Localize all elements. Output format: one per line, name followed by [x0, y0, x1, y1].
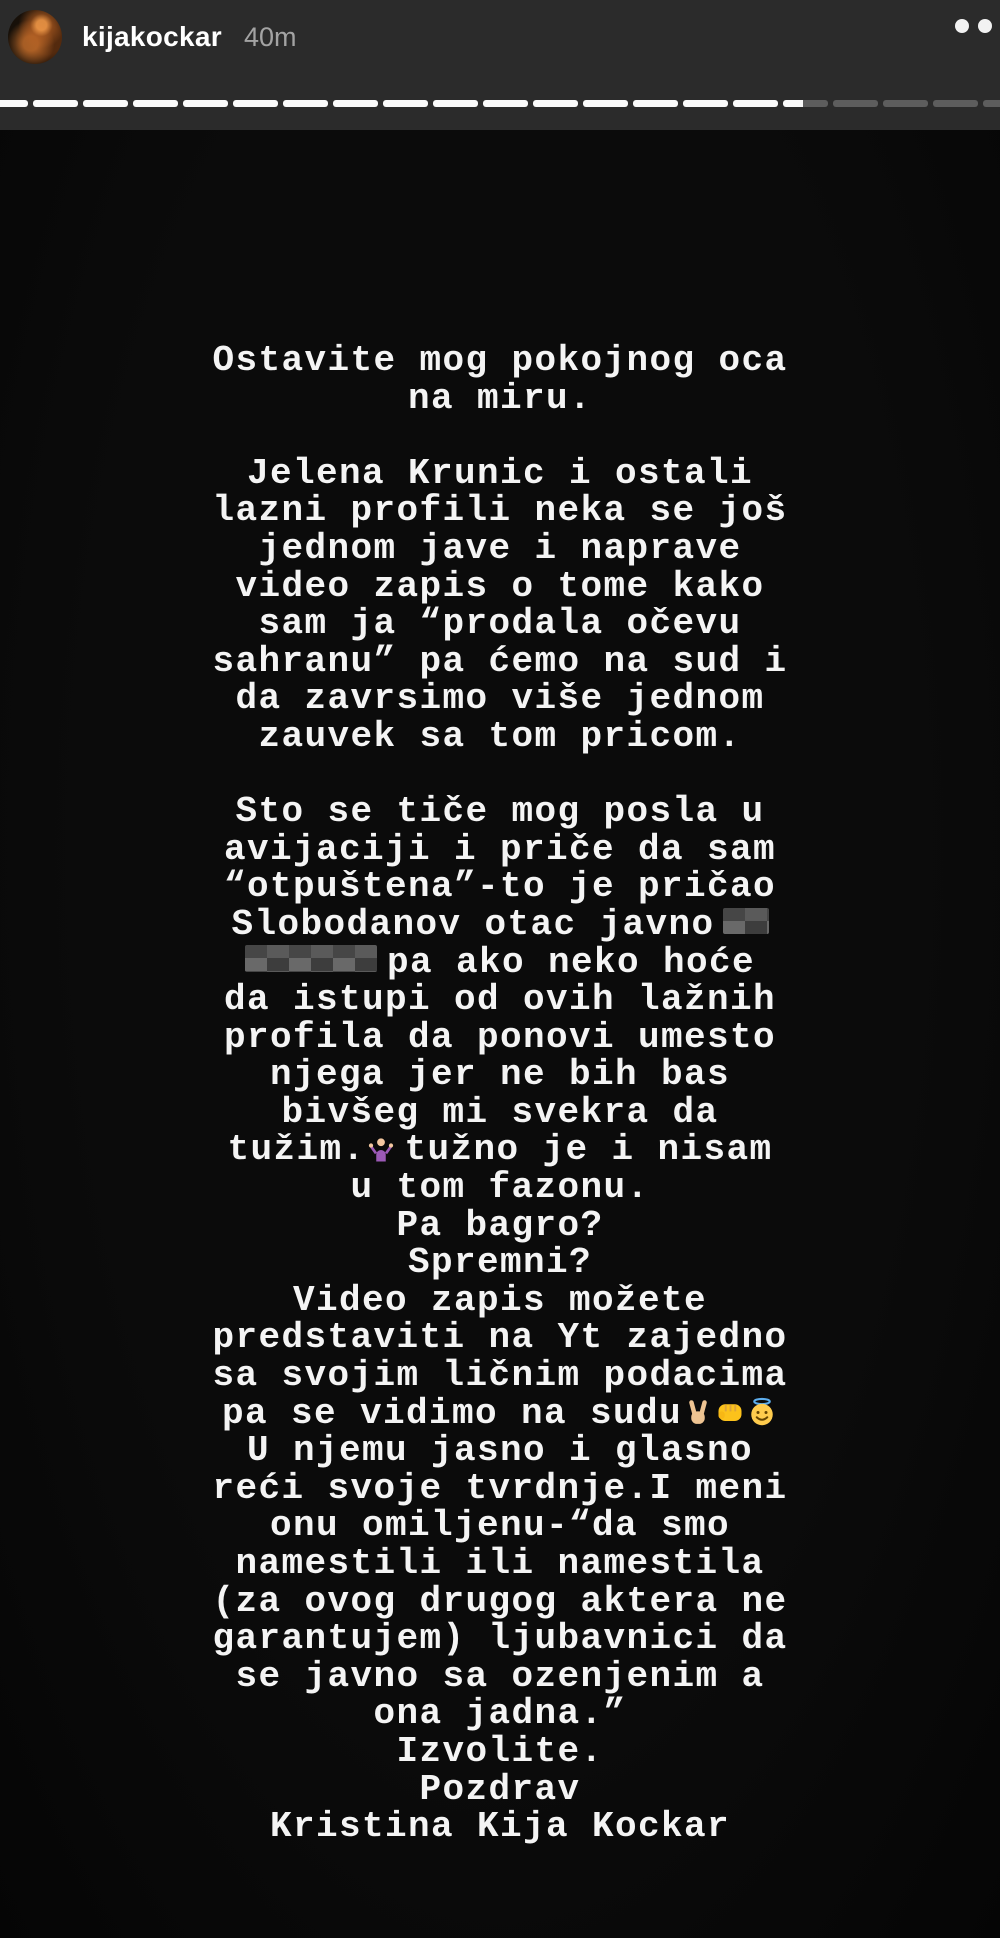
story-text-line: jednom jave i naprave [258, 527, 742, 569]
story-text-line [0, 1392, 1000, 1434]
story-text-line: Pa bagro? [396, 1204, 604, 1246]
story-text-line: Spremni? [407, 1242, 593, 1284]
story-text-line: se javno sa ozenjenim a [235, 1655, 765, 1697]
username[interactable]: kijakockar [82, 21, 222, 52]
story-text-block [0, 130, 1000, 1846]
story-text-line: profila da ponovi umesto [223, 1016, 777, 1058]
story-text-line: sam ja “prodala očevu [258, 603, 742, 645]
story-text-line: bivšeg mi svekra da [281, 1091, 719, 1133]
story-text-line: da zavrsimo više jednom [235, 678, 765, 720]
story-text-line: na miru. [407, 377, 593, 419]
story-text-line: lazni profili neka se još [212, 490, 788, 532]
story-text-line: ona jadna.” [373, 1693, 627, 1735]
story-text-line: Video zapis možete [292, 1279, 708, 1321]
censored-blur-block [723, 908, 769, 934]
story-text-line: garantujem) ljubavnici da [212, 1618, 788, 1660]
story-text-line: Jelena Krunic i ostali [246, 452, 754, 494]
story-text-line: avijaciji i priče da sam [223, 828, 777, 870]
story-text-line: njega jer ne bih bas [269, 1054, 731, 1096]
story-text-line: predstaviti na Yt zajedno [212, 1317, 788, 1359]
story-text-line [0, 417, 1000, 455]
story-text-line: namestili ili namestila [235, 1543, 765, 1584]
dot [978, 19, 992, 33]
story-text: tužno je i nisam [404, 1129, 773, 1171]
story-text-line: Ostavite mog pokojnog oca [212, 340, 788, 381]
story-text-line [0, 1131, 1000, 1169]
story-text-line: “otpuštena”-to je pričao [223, 866, 777, 908]
story-text-line: Pozdrav [419, 1768, 581, 1810]
dot [955, 19, 969, 33]
story-text-line: onu omiljenu-“da smo [269, 1505, 731, 1547]
story-text-line: U njemu jasno i glasno [246, 1430, 754, 1472]
story-text: tužim. [227, 1129, 366, 1171]
story-text: pa se vidimo na sudu [221, 1392, 683, 1434]
story-text-line: reći svoje tvrdnje.I meni [212, 1467, 788, 1509]
story-text-line: (za ovog drugog aktera ne [212, 1580, 788, 1622]
story-text-line: video zapis o tome kako [235, 565, 765, 607]
story-text-line: Kristina Kija Kockar [269, 1806, 731, 1848]
smiling-face-with-halo-icon [747, 1397, 777, 1427]
story-text-line: Sto se tiče mog posla u [235, 791, 765, 833]
story-text-line: u tom fazonu. [350, 1167, 650, 1209]
story-text-line [0, 903, 1000, 945]
story-text: pa ako neko hoće [386, 941, 756, 983]
story-text: Slobodanov otac javno [231, 903, 715, 945]
story-text-line: sahranu” pa ćemo na sud i [212, 640, 788, 682]
story-text-line [0, 756, 1000, 794]
story-text-line: da istupi od ovih lažnih [223, 979, 777, 1021]
story-timestamp: 40m [244, 21, 297, 52]
story-canvas[interactable] [0, 130, 1000, 1938]
story-text-line: Izvolite. [396, 1730, 604, 1772]
oncoming-fist-icon [715, 1397, 745, 1427]
story-text-line: sa svojim ličnim podacima [212, 1355, 788, 1397]
story-text-line: zauvek sa tom pricom. [258, 715, 742, 757]
more-options-icon[interactable] [955, 18, 1000, 34]
censored-blur-block [245, 945, 377, 972]
avatar[interactable] [8, 10, 62, 64]
story-progress-bar [0, 100, 1000, 107]
story-header [0, 0, 1000, 130]
story-text-line [0, 941, 1000, 983]
person-shrugging-icon [366, 1134, 396, 1164]
victory-hand-icon [683, 1397, 713, 1427]
